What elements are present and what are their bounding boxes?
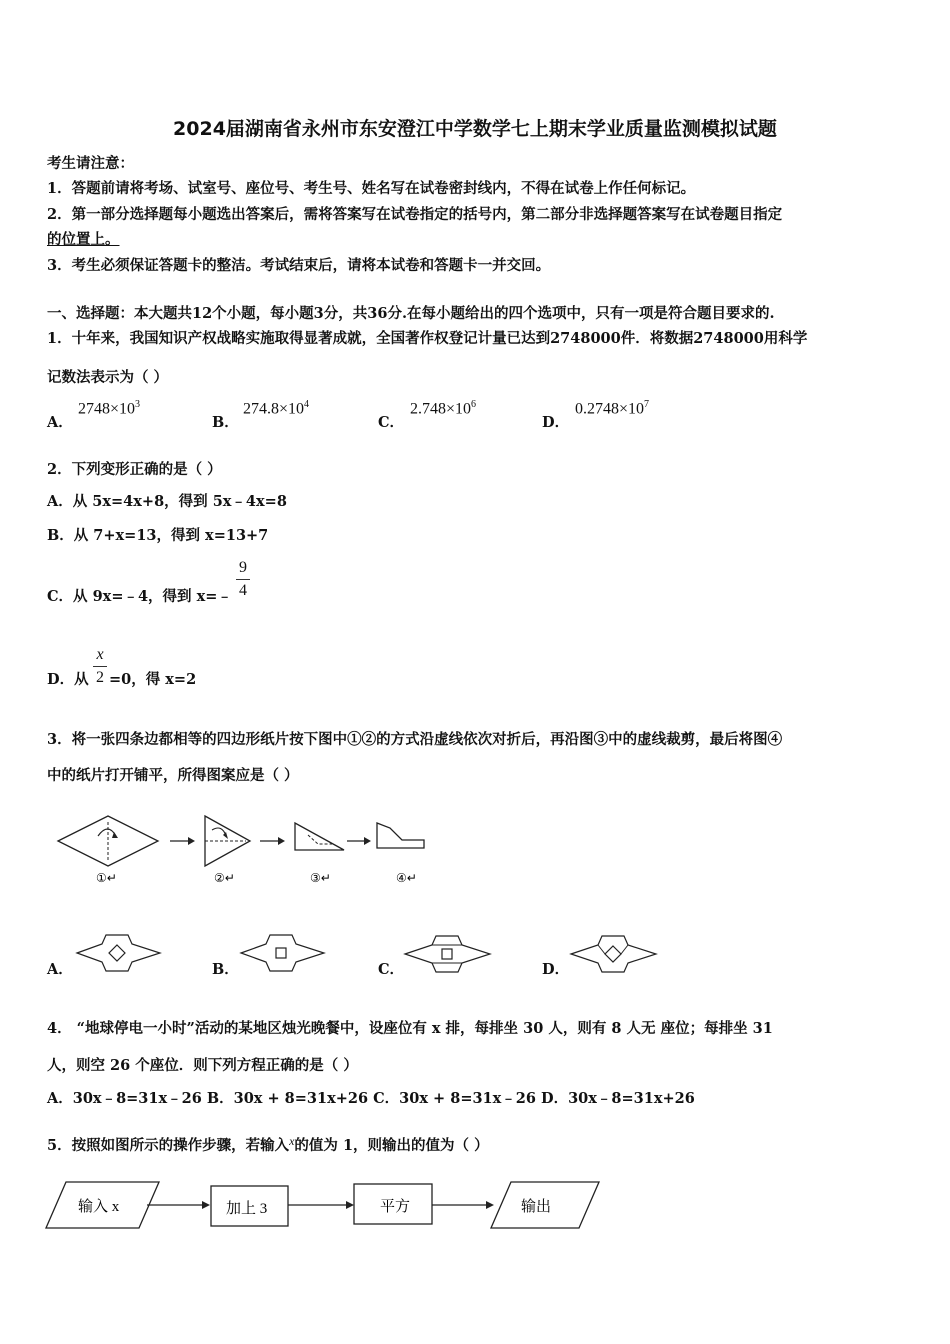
notice-heading: 考生请注意： — [47, 155, 134, 172]
q5-stem-suffix: 的值为 1，则输出的值为（ ） — [294, 1137, 489, 1154]
q2-option-d-prefix: D．从 — [47, 671, 89, 688]
q4-options: A．30x﹣8=31x﹣26 B．30x + 8=31x+26 C．30x + 8=31x﹣26 D．30x﹣8=31x+26 — [47, 1090, 695, 1107]
flow-output-label: 输出 — [521, 1199, 552, 1215]
q1-option-a-value — [78, 399, 140, 418]
q3-option-a-label: A． — [47, 961, 73, 978]
q5-stem-variable: x — [289, 1134, 295, 1148]
q5-stem — [47, 1134, 489, 1155]
q2-option-d-suffix: =0，得 x=2 — [109, 671, 197, 688]
step-2-label: ②↵ — [214, 871, 235, 885]
flow-add-label: 加上 3 — [226, 1201, 268, 1217]
arrow-1 — [170, 837, 195, 845]
q3-option-c-figure — [402, 932, 494, 976]
step-4-cut-shape — [377, 823, 424, 848]
step-3-right-triangle — [295, 823, 344, 850]
q2-option-d-numerator: x — [96, 646, 104, 663]
notice-item-1: 1．答题前请将考场、试室号、座位号、考生号、姓名写在试卷密封线内，不得在试卷上作任何标记。 — [47, 180, 696, 197]
q1-option-d-value — [575, 399, 649, 418]
flow-arrow-3 — [432, 1201, 494, 1209]
flow-input-label: 输入 x — [78, 1199, 120, 1215]
q1-option-b-exp: 4 — [304, 399, 310, 410]
q2-option-b: B．从 7+x=13，得到 x=13+7 — [47, 527, 269, 544]
q1-option-d-label: D． — [542, 414, 570, 431]
step-1-rhombus — [58, 816, 158, 866]
q1-stem-line1: 1．十年来，我国知识产权战略实施取得显著成就，全国著作权登记计量已达到2748000件．将数据2748000用科学 — [47, 330, 808, 347]
q1-option-b-value — [243, 399, 309, 418]
q3-option-b-figure — [238, 932, 328, 974]
notice-item-2: 2．第一部分选择题每小题选出答案后，需将答案写在试卷指定的括号内，第二部分非选择题答案写在试卷题目指定 — [47, 206, 783, 223]
q2-option-c-fraction-bar — [236, 579, 250, 580]
flow-arrow-1 — [147, 1201, 210, 1209]
q1-option-c-base: 2.748×10 — [410, 400, 472, 418]
q1-option-d-base: 0.2748×10 — [575, 400, 645, 418]
q2-option-c-denominator: 4 — [239, 582, 247, 599]
q1-option-d-exp: 7 — [644, 399, 650, 410]
notice-item-3: 3．考生必须保证答题卡的整洁。考试结束后，请将本试卷和答题卡一并交回。 — [47, 257, 551, 274]
q1-option-a-label: A． — [47, 414, 73, 431]
q1-option-c-value — [410, 399, 476, 418]
q3-option-d-figure — [568, 932, 660, 976]
arrow-3 — [347, 837, 371, 845]
q3-option-b-label: B． — [212, 961, 239, 978]
q3-folding-steps-figure — [50, 808, 440, 898]
q2-option-d-fraction — [93, 646, 107, 687]
q3-option-d-label: D． — [542, 961, 570, 978]
q4-stem-line2: 人，则空 26 个座位．则下列方程正确的是（ ） — [47, 1057, 358, 1074]
arrow-2 — [260, 837, 285, 845]
flow-arrow-2 — [288, 1201, 354, 1209]
q2-stem: 2．下列变形正确的是（ ） — [47, 461, 222, 478]
q2-option-d-denominator: 2 — [96, 669, 104, 686]
q5-stem-prefix: 5．按照如图所示的操作步骤，若输入 — [47, 1137, 290, 1154]
q2-option-a: A．从 5x=4x+8，得到 5x﹣4x=8 — [47, 493, 287, 510]
q2-option-c-fraction — [236, 559, 250, 600]
q1-option-c-exp: 6 — [471, 399, 477, 410]
section-1-heading: 一、选择题：本大题共12个小题，每小题3分，共36分.在每小题给出的四个选项中，只有一项是符合题目要求的. — [47, 305, 775, 322]
notice-item-2-cont — [47, 228, 120, 249]
q2-option-d-fraction-bar — [93, 666, 107, 667]
step-2-triangle — [205, 816, 250, 866]
q1-stem-line2: 记数法表示为（ ） — [47, 369, 169, 386]
q1-option-a-exp: 3 — [135, 399, 141, 410]
page-title: 2024届湖南省永州市东安澄江中学数学七上期末学业质量监测模拟试题 — [173, 118, 777, 140]
q2-option-c-numerator: 9 — [239, 559, 247, 576]
q2-option-c: C．从 9x=﹣4，得到 x=﹣ — [47, 588, 232, 605]
q4-stem-line1: 4． “地球停电一小时”活动的某地区烛光晚餐中，设座位有 x 排，每排坐 30 人，则有 8 人无 座位；每排坐 31 — [47, 1020, 773, 1037]
notice-item-2-underline: 的位置上。 — [47, 231, 120, 248]
q1-option-c-label: C． — [378, 414, 405, 431]
q3-option-a-figure — [74, 932, 164, 974]
q3-stem-line2: 中的纸片打开铺平，所得图案应是（ ） — [47, 767, 299, 784]
q1-option-b-base: 274.8×10 — [243, 400, 305, 418]
step-1-label: ①↵ — [96, 871, 117, 885]
q1-option-b-label: B． — [212, 414, 239, 431]
flow-square-label: 平方 — [380, 1199, 411, 1215]
q1-option-a-base: 2748×10 — [78, 400, 136, 418]
q3-option-c-label: C． — [378, 961, 405, 978]
q3-stem-line1: 3．将一张四条边都相等的四边形纸片按下图中①②的方式沿虚线依次对折后，再沿图③中的虚线裁剪，最后将图④ — [47, 731, 783, 748]
q5-flowchart — [44, 1178, 604, 1234]
step-3-label: ③↵ — [310, 871, 331, 885]
step-4-label: ④↵ — [396, 871, 417, 885]
